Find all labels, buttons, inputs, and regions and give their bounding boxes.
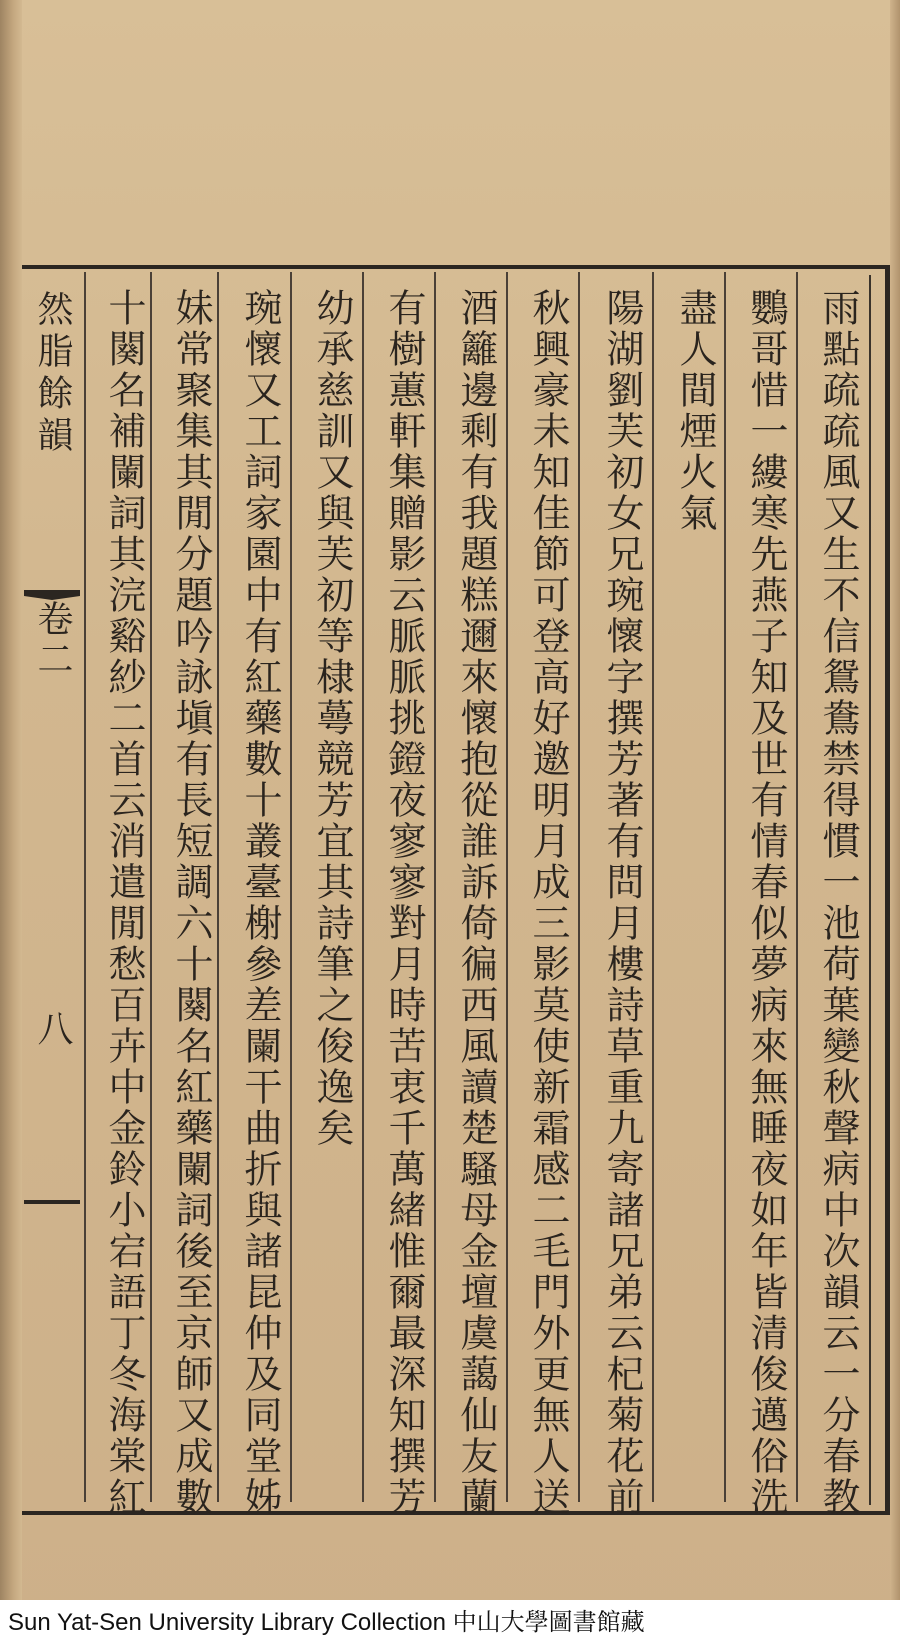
text-column-6: 酒籬邊剩有我題糕邇來懷抱從誰訴倚徧西風讀楚騷母金壇虞藹仙友蘭 — [454, 288, 498, 1518]
text-column-8: 幼承慈訓又與芙初等棣蕚競芳宜其詩筆之俊逸矣 — [310, 288, 354, 1149]
column-divider — [796, 272, 798, 1502]
binding-edge — [0, 0, 22, 1646]
column-divider — [84, 272, 86, 1502]
page-edge — [890, 0, 900, 1646]
column-divider — [362, 272, 364, 1502]
text-column-9: 琬懷又工詞家園中有紅藥數十叢臺榭參差闌干曲折與諸昆仲及同堂姊 — [238, 288, 282, 1518]
text-column-3: 盡人間煙火氣 — [673, 288, 717, 534]
text-column-11: 十闋名補闌詞其浣谿紗二首云消遣閒愁百卉中金鈴小宕語丁冬海棠紅 — [102, 288, 146, 1518]
frame-inner-rule — [869, 275, 871, 1505]
spine-title: 然脂餘韻 — [32, 290, 73, 458]
spine-volume: 卷二 — [32, 600, 73, 680]
fishtail-mark — [24, 585, 80, 595]
column-divider — [290, 272, 292, 1502]
text-column-4: 陽湖劉芙初女兄琬懷字撰芳著有問月樓詩草重九寄諸兄弟云杞菊花前 — [600, 288, 644, 1518]
spine-rule — [24, 1200, 80, 1204]
spine-page-number: 八 — [32, 1010, 73, 1046]
text-column-1: 雨點疏疏風又生不信鴛鴦禁得慣一池荷葉變秋聲病中次韻云一分春教 — [816, 288, 860, 1518]
text-column-5: 秋興豪未知佳節可登高好邀明月成三影莫使新霜感二毛門外更無人送 — [526, 288, 570, 1518]
column-divider — [506, 272, 508, 1502]
column-divider — [724, 272, 726, 1502]
text-column-7: 有樹蕙軒集贈影云脈脈挑鐙夜寥寥對月時苦衷千萬緒惟爾最深知撰芳 — [382, 288, 426, 1518]
text-column-2: 鸚哥惜一縷寒先燕子知及世有情春似夢病來無睡夜如年皆清俊邁俗洗 — [744, 288, 788, 1518]
text-column-10: 妹常聚集其閒分題吟詠塡有長短調六十闋名紅藥闌詞後至京師又成數 — [169, 288, 213, 1518]
column-divider — [434, 272, 436, 1502]
column-divider — [652, 272, 654, 1502]
library-credit: Sun Yat-Sen University Library Collection 中山大學圖書館藏 — [0, 1600, 900, 1646]
column-divider — [578, 272, 580, 1502]
